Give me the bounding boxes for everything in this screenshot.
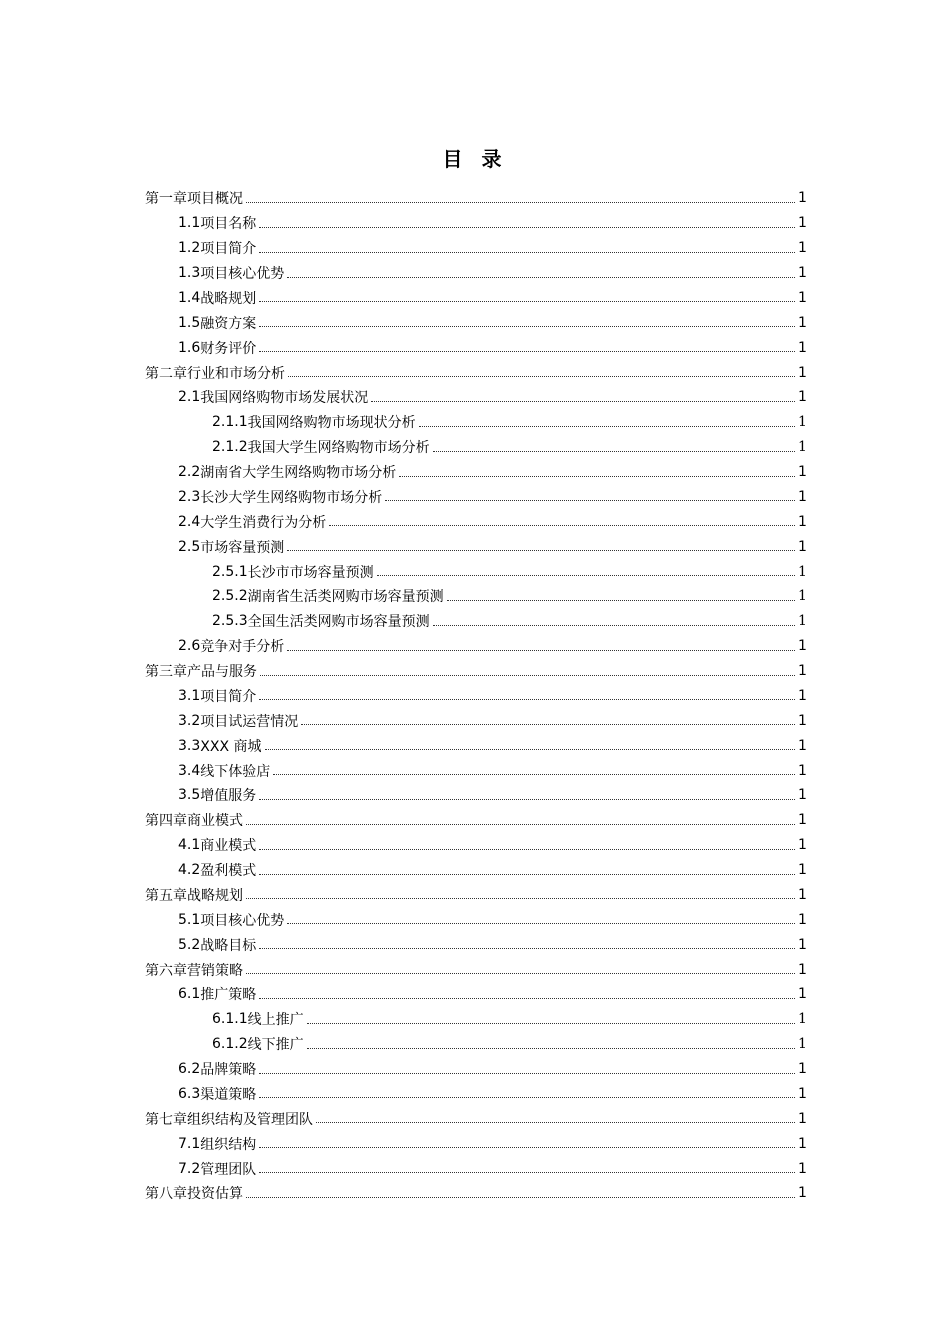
dot-leader [307, 1023, 795, 1024]
toc-entry-number: 5.1 [178, 911, 201, 928]
dot-leader [259, 301, 795, 302]
toc-entry[interactable] [145, 659, 806, 684]
toc-entry[interactable] [145, 1131, 806, 1156]
toc-entry-page: 1 [798, 886, 807, 903]
toc-entry-title: 全国生活类网购市场容量预测 [247, 614, 430, 631]
toc-entry[interactable] [145, 1007, 806, 1032]
toc-entry-title: 推广策略 [200, 987, 257, 1004]
toc-entry[interactable] [145, 733, 806, 758]
toc-entry-title: 战略目标 [200, 937, 257, 954]
dot-leader [246, 973, 795, 974]
toc-entry-page: 1 [798, 812, 807, 829]
toc-entry-page: 1 [798, 911, 807, 928]
toc-entry-title: 商业模式 [200, 838, 257, 855]
toc-entry[interactable] [145, 236, 806, 261]
dot-leader [371, 401, 795, 402]
toc-entry-title: 市场容量预测 [200, 539, 285, 556]
toc-entry[interactable] [145, 634, 806, 659]
dot-leader [433, 625, 795, 626]
toc-entry[interactable] [145, 435, 806, 460]
toc-entry-page: 1 [798, 663, 807, 680]
dot-leader [287, 923, 795, 924]
toc-entry-title: 项目简介 [200, 688, 257, 705]
toc-entry[interactable] [145, 1082, 806, 1107]
toc-entry-title: 财务评价 [200, 340, 257, 357]
toc-entry[interactable] [145, 335, 806, 360]
toc-entry-title: 项目名称 [200, 216, 257, 233]
toc-entry-title: 增值服务 [200, 788, 257, 805]
toc-entry[interactable] [145, 211, 806, 236]
toc-entry-title: 线下体验店 [200, 763, 271, 780]
toc-entry-number: 3.2 [178, 712, 201, 729]
page-title: 目 录 [442, 147, 508, 171]
toc-entry-number: 2.1 [178, 389, 201, 406]
toc-entry-number: 第四章 [145, 813, 187, 830]
dot-leader [259, 1097, 795, 1098]
toc-entry-title: 渠道策略 [200, 1086, 257, 1103]
toc-entry-number: 2.5 [178, 538, 201, 555]
toc-entry-number: 3.5 [178, 787, 201, 804]
toc-entry-page: 1 [798, 638, 807, 655]
dot-leader [288, 376, 795, 377]
toc-entry-title: 组织结构及管理团队 [187, 1111, 313, 1128]
toc-entry-title: 行业和市场分析 [187, 365, 285, 382]
toc-entry-title: 营销策略 [187, 962, 243, 979]
toc-entry-page: 1 [798, 1036, 807, 1053]
dot-leader [419, 426, 795, 427]
toc-entry-page: 1 [798, 1135, 807, 1152]
dot-leader [377, 575, 795, 576]
toc-entry-page: 1 [798, 737, 807, 754]
dot-leader [307, 1048, 795, 1049]
toc-entry-title: 竞争对手分析 [200, 639, 285, 656]
toc-entry[interactable] [145, 684, 806, 709]
toc-entry-title: 融资方案 [200, 315, 257, 332]
toc-entry[interactable] [145, 957, 806, 982]
dot-leader [287, 550, 795, 551]
toc-entry[interactable] [145, 385, 806, 410]
toc-entry-number: 3.1 [178, 687, 201, 704]
toc-entry-title: 管理团队 [200, 1161, 257, 1178]
toc-entry-number: 2.1.1 [212, 414, 248, 431]
toc-entry-title: 战略规划 [200, 290, 257, 307]
toc-entry-title: 大学生消费行为分析 [200, 514, 327, 531]
toc-entry-number: 2.2 [178, 464, 201, 481]
toc-entry-page: 1 [798, 414, 807, 431]
toc-entry-page: 1 [798, 1160, 807, 1177]
toc-entry-number: 2.5.2 [212, 588, 248, 605]
toc-entry-number: 2.3 [178, 488, 201, 505]
toc-entry-title: 项目核心优势 [200, 266, 285, 283]
toc-entry-page: 1 [798, 712, 807, 729]
dot-leader [246, 824, 795, 825]
toc-entry-number: 4.2 [178, 862, 201, 879]
toc-entry-number: 6.1 [178, 986, 201, 1003]
toc-entry-number: 4.1 [178, 837, 201, 854]
toc-entry[interactable] [145, 858, 806, 883]
toc-entry-title: 组织结构 [200, 1136, 257, 1153]
toc-entry[interactable] [145, 708, 806, 733]
toc-entry[interactable] [145, 310, 806, 335]
toc-entry-title: 商业模式 [187, 813, 243, 830]
toc-entry-page: 1 [798, 687, 807, 704]
dot-leader [246, 898, 795, 899]
toc-entry-page: 1 [798, 289, 807, 306]
toc-entry-page: 1 [798, 1085, 807, 1102]
dot-leader [433, 451, 795, 452]
dot-leader [259, 1147, 795, 1148]
dot-leader [246, 1197, 795, 1198]
toc-entry-page: 1 [798, 265, 807, 282]
toc-entry[interactable] [145, 460, 806, 485]
dot-leader [259, 1073, 795, 1074]
toc-entry-page: 1 [798, 513, 807, 530]
toc-entry-page: 1 [798, 613, 807, 630]
toc-entry-page: 1 [798, 364, 807, 381]
toc-entry-page: 1 [798, 1061, 807, 1078]
toc-entry[interactable] [145, 1057, 806, 1082]
toc-entry-page: 1 [798, 862, 807, 879]
dot-leader [287, 277, 795, 278]
toc-entry-page: 1 [798, 588, 807, 605]
toc-entry-title: 线下推广 [247, 1037, 304, 1054]
toc-entry-number: 6.1.1 [212, 1011, 248, 1028]
toc-entry-number: 7.2 [178, 1160, 201, 1177]
toc-entry[interactable] [145, 584, 806, 609]
toc-entry-title: 项目试运营情况 [200, 713, 299, 730]
dot-leader [273, 774, 795, 775]
toc-entry-number: 2.5.1 [212, 563, 248, 580]
toc-entry-title: 长沙市市场容量预测 [247, 564, 374, 581]
toc-entry[interactable] [145, 1106, 806, 1131]
toc-entry-number: 1.4 [178, 289, 201, 306]
toc-entry-number: 1.1 [178, 215, 201, 232]
dot-leader [260, 675, 795, 676]
toc-entry-page: 1 [798, 190, 807, 207]
dot-leader [287, 650, 795, 651]
toc-entry-title: 湖南省生活类网购市场容量预测 [247, 589, 444, 606]
toc-entry[interactable] [145, 286, 806, 311]
toc-entry[interactable] [145, 883, 806, 908]
toc-entry-title: 项目简介 [200, 241, 257, 258]
toc-entry-title: 长沙大学生网络购物市场分析 [200, 489, 383, 506]
toc-entry-page: 1 [798, 1185, 807, 1202]
dot-leader [259, 1172, 795, 1173]
toc-entry-title: 产品与服务 [187, 664, 257, 681]
toc-entry[interactable] [145, 907, 806, 932]
toc-entry[interactable] [145, 509, 806, 534]
toc-entry-number: 2.5.3 [212, 613, 248, 630]
toc-entry-page: 1 [798, 439, 807, 456]
toc-entry-page: 1 [798, 339, 807, 356]
toc-entry-page: 1 [798, 488, 807, 505]
dot-leader [259, 948, 795, 949]
toc-entry[interactable] [145, 1156, 806, 1181]
dot-leader [259, 351, 795, 352]
dot-leader [399, 476, 795, 477]
toc-entry-title: 战略规划 [187, 887, 243, 904]
toc-entry-number: 第二章 [145, 365, 187, 382]
dot-leader [259, 849, 795, 850]
dot-leader [259, 326, 795, 327]
toc-entry-page: 1 [798, 1110, 807, 1127]
dot-leader [259, 874, 795, 875]
toc-entry-page: 1 [798, 986, 807, 1003]
toc-entry-number: 第一章 [145, 191, 187, 208]
toc-entry-number: 3.3 [178, 737, 201, 754]
toc-entry[interactable] [145, 534, 806, 559]
toc-entry[interactable] [145, 932, 806, 957]
toc-entry[interactable] [145, 833, 806, 858]
dot-leader [316, 1122, 795, 1123]
dot-leader [259, 998, 795, 999]
toc-entry-title: 品牌策略 [200, 1062, 257, 1079]
toc-entry-number: 2.6 [178, 638, 201, 655]
toc-entry-title: 项目概况 [187, 191, 243, 208]
toc-entry-number: 第五章 [145, 887, 187, 904]
toc-entry-number: 7.1 [178, 1135, 201, 1152]
toc-entry[interactable] [145, 982, 806, 1007]
toc-entry-page: 1 [798, 240, 807, 257]
dot-leader [259, 252, 795, 253]
toc-entry-title: 项目核心优势 [200, 912, 285, 929]
dot-leader [259, 227, 795, 228]
toc-entry-page: 1 [798, 314, 807, 331]
dot-leader [447, 600, 795, 601]
toc-entry-number: 3.4 [178, 762, 201, 779]
toc-entry-title: 线上推广 [247, 1012, 304, 1029]
toc-entry-number: 第七章 [145, 1111, 187, 1128]
toc-entry-page: 1 [798, 762, 807, 779]
toc-entry-page: 1 [798, 787, 807, 804]
toc-entry-number: 1.5 [178, 314, 201, 331]
toc-entry-page: 1 [798, 389, 807, 406]
toc-entry-title: 湖南省大学生网络购物市场分析 [200, 465, 397, 482]
toc-entry[interactable] [145, 783, 806, 808]
toc-entry-number: 第八章 [145, 1186, 187, 1203]
toc-entry-title: 我国大学生网络购物市场分析 [247, 440, 430, 457]
toc-entry-page: 1 [798, 215, 807, 232]
toc-entry-number: 1.6 [178, 339, 201, 356]
toc-entry[interactable] [145, 186, 806, 211]
toc-entry-title: 我国网络购物市场发展状况 [200, 390, 369, 407]
toc-entry-number: 第六章 [145, 962, 187, 979]
toc-entry-title: 投资估算 [187, 1186, 243, 1203]
toc-entry[interactable] [145, 808, 806, 833]
toc-entry-number: 5.2 [178, 936, 201, 953]
toc-entry[interactable] [145, 485, 806, 510]
dot-leader [265, 749, 796, 750]
toc-entry[interactable] [145, 1181, 806, 1206]
toc-entry-number: 2.4 [178, 513, 201, 530]
toc-entry-number: 6.2 [178, 1061, 201, 1078]
dot-leader [385, 500, 795, 501]
toc-entry[interactable] [145, 360, 806, 385]
toc-entry-number: 第三章 [145, 664, 187, 681]
toc-entry-page: 1 [798, 1011, 807, 1028]
toc-entry-title: 我国网络购物市场现状分析 [247, 415, 416, 432]
toc-entry-page: 1 [798, 936, 807, 953]
toc-entry-number: 1.2 [178, 240, 201, 257]
toc-entry-page: 1 [798, 538, 807, 555]
toc-entry-number: 6.3 [178, 1085, 201, 1102]
toc-entry-title: XXX 商城 [200, 738, 262, 755]
dot-leader [259, 699, 795, 700]
toc-entry-page: 1 [798, 563, 807, 580]
toc-entry-page: 1 [798, 837, 807, 854]
dot-leader [246, 202, 795, 203]
toc-entry-title: 盈利模式 [200, 863, 257, 880]
toc-entry[interactable] [145, 609, 806, 634]
toc-entry-number: 6.1.2 [212, 1036, 248, 1053]
table-of-contents [145, 186, 806, 1206]
dot-leader [329, 525, 795, 526]
toc-entry-number: 2.1.2 [212, 439, 248, 456]
toc-entry[interactable] [145, 758, 806, 783]
toc-entry[interactable] [145, 410, 806, 435]
toc-entry-number: 1.3 [178, 265, 201, 282]
toc-entry[interactable] [145, 261, 806, 286]
dot-leader [259, 799, 795, 800]
dot-leader [301, 724, 795, 725]
toc-entry[interactable] [145, 1032, 806, 1057]
toc-entry[interactable] [145, 559, 806, 584]
toc-entry-page: 1 [798, 961, 807, 978]
toc-entry-page: 1 [798, 464, 807, 481]
